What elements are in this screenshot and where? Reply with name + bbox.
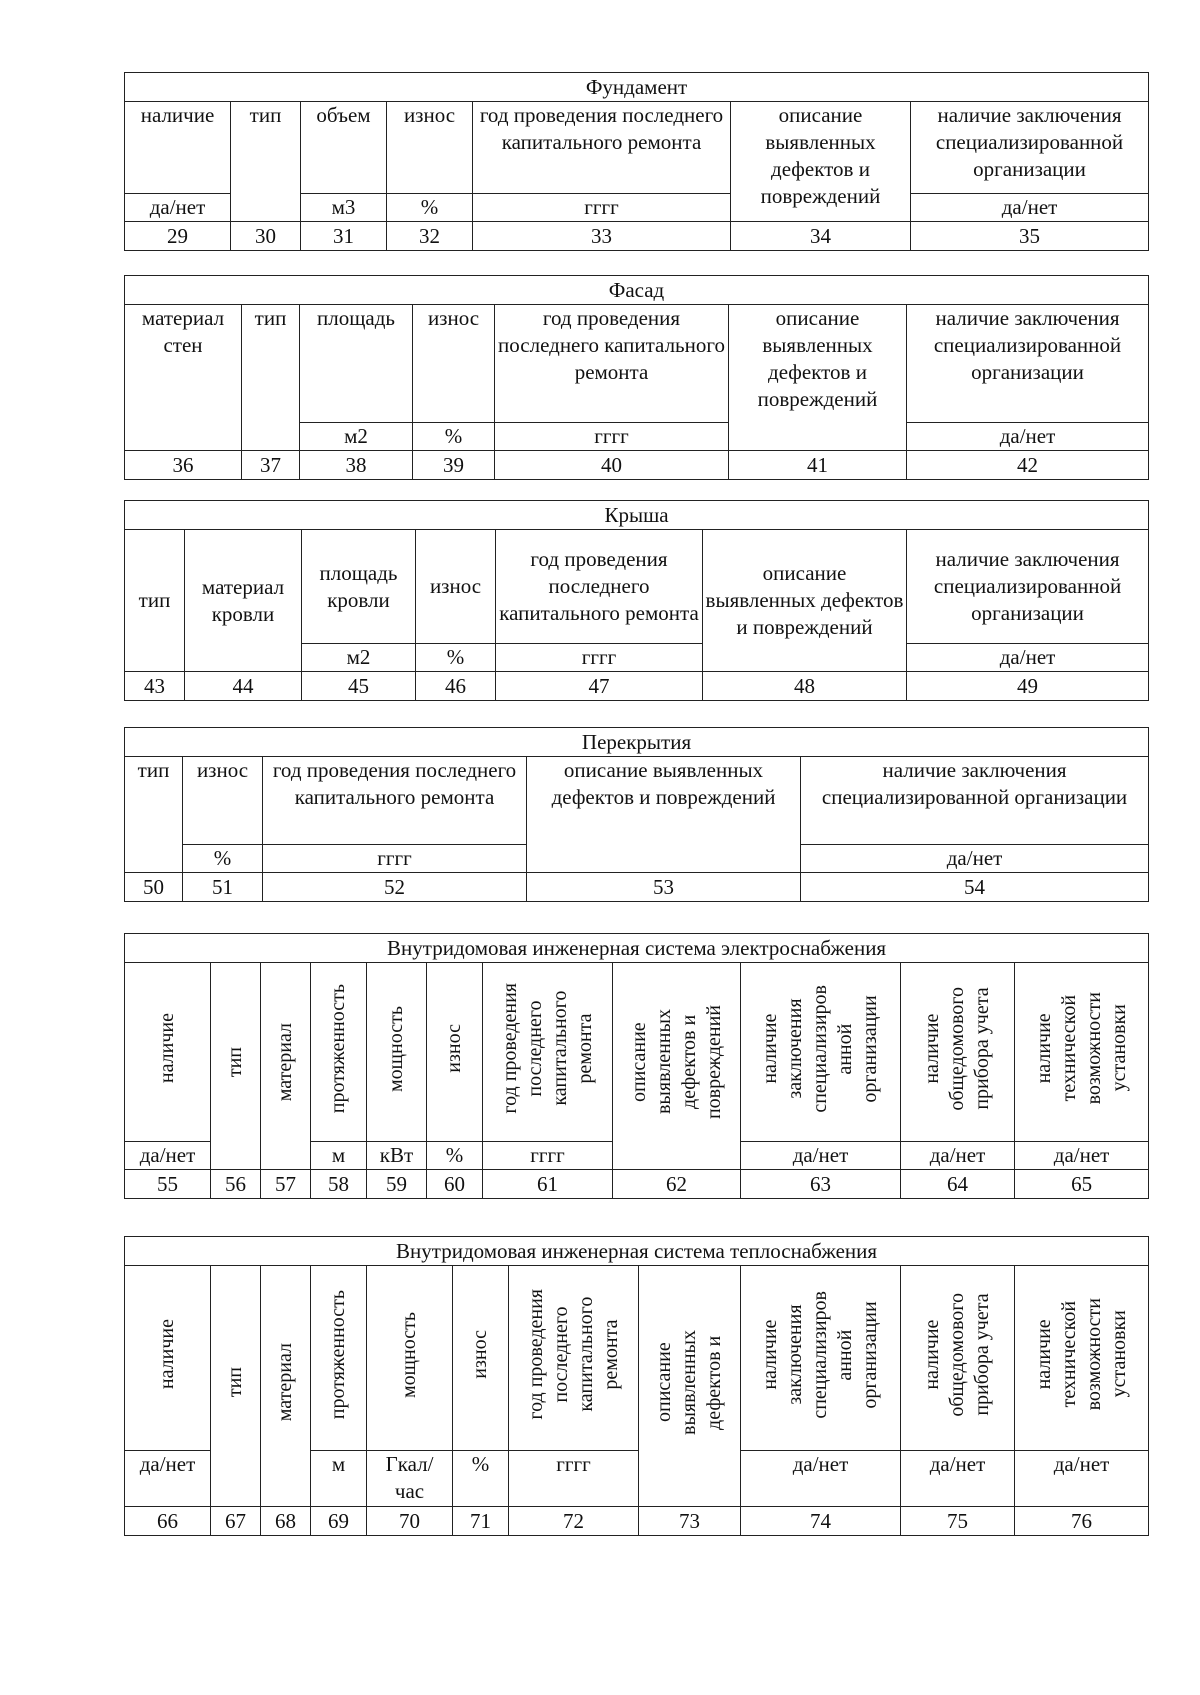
- electric-table: [124, 933, 1149, 1199]
- field-number: 39: [413, 451, 495, 480]
- field-number: 40: [495, 451, 729, 480]
- field-number: 68: [261, 1507, 311, 1536]
- field-number: 71: [453, 1507, 509, 1536]
- field-number: 37: [242, 451, 300, 480]
- field-number: 56: [211, 1170, 261, 1199]
- roof-title: Крыша: [125, 501, 1149, 530]
- header-cell: тип: [211, 963, 261, 1170]
- header-cell: протяженность: [311, 963, 367, 1142]
- field-number: 64: [901, 1170, 1015, 1199]
- unit-cell: м2: [302, 644, 416, 672]
- header-cell: год проведения последнего капитального ремонта: [509, 1266, 639, 1451]
- field-number: 46: [416, 672, 496, 701]
- field-number: 53: [527, 873, 801, 902]
- field-number: 48: [703, 672, 907, 701]
- heating-title: Внутридомовая инженерная система теплоснабжения: [125, 1237, 1149, 1266]
- heating-table: [124, 1236, 1149, 1536]
- header-cell: площадь кровли: [302, 530, 416, 644]
- field-number: 61: [483, 1170, 613, 1199]
- field-number: 67: [211, 1507, 261, 1536]
- unit-cell: м3: [301, 194, 387, 222]
- header-cell: наличие заключения специализиров анной организации: [741, 963, 901, 1142]
- header-cell: материал стен: [125, 305, 242, 451]
- header-cell: описание выявленных дефектов и повреждений: [527, 757, 801, 873]
- unit-cell: да/нет: [741, 1451, 901, 1507]
- header-cell: наличие заключения специализиров анной организации: [741, 1266, 901, 1451]
- field-number: 60: [427, 1170, 483, 1199]
- field-number: 58: [311, 1170, 367, 1199]
- header-cell: мощность: [367, 1266, 453, 1451]
- unit-cell: гггг: [473, 194, 731, 222]
- floors-title: Перекрытия: [125, 728, 1149, 757]
- electric-title: Внутридомовая инженерная система электроснабжения: [125, 934, 1149, 963]
- field-number: 29: [125, 222, 231, 251]
- unit-cell: да/нет: [125, 1142, 211, 1170]
- unit-cell: %: [453, 1451, 509, 1507]
- header-cell: наличие общедомового прибора учета: [901, 1266, 1015, 1451]
- field-number: 44: [185, 672, 302, 701]
- unit-cell: %: [416, 644, 496, 672]
- header-cell: год проведения последнего капитального ремонта: [263, 757, 527, 845]
- header-cell: год проведения последнего капитального ремонта: [496, 530, 703, 644]
- header-cell: наличие технической возможности установки: [1015, 963, 1149, 1142]
- header-cell: год проведения последнего капитального ремонта: [483, 963, 613, 1142]
- header-cell: год проведения последнего капитального ремонта: [495, 305, 729, 423]
- unit-cell: %: [413, 423, 495, 451]
- header-cell: износ: [453, 1266, 509, 1451]
- header-cell: материал: [261, 963, 311, 1170]
- field-number: 34: [731, 222, 911, 251]
- unit-cell: Гкал/ час: [367, 1451, 453, 1507]
- field-number: 33: [473, 222, 731, 251]
- header-cell: наличие: [125, 1266, 211, 1451]
- unit-cell: %: [183, 845, 263, 873]
- field-number: 74: [741, 1507, 901, 1536]
- unit-cell: гггг: [495, 423, 729, 451]
- header-cell: протяженность: [311, 1266, 367, 1451]
- field-number: 66: [125, 1507, 211, 1536]
- header-cell: наличие: [125, 963, 211, 1142]
- header-cell: тип: [242, 305, 300, 451]
- foundation-table: [124, 72, 1149, 251]
- header-cell: износ: [387, 102, 473, 194]
- field-number: 30: [231, 222, 301, 251]
- header-cell: наличие заключения специализированной организации: [907, 530, 1149, 644]
- header-cell: описание выявленных дефектов и: [639, 1266, 741, 1507]
- field-number: 55: [125, 1170, 211, 1199]
- field-number: 51: [183, 873, 263, 902]
- field-number: 31: [301, 222, 387, 251]
- field-number: 36: [125, 451, 242, 480]
- header-cell: износ: [427, 963, 483, 1142]
- unit-cell: %: [427, 1142, 483, 1170]
- field-number: 73: [639, 1507, 741, 1536]
- field-number: 59: [367, 1170, 427, 1199]
- header-cell: наличие заключения специализированной организации: [801, 757, 1149, 845]
- unit-cell: да/нет: [911, 194, 1149, 222]
- field-number: 75: [901, 1507, 1015, 1536]
- header-cell: износ: [416, 530, 496, 644]
- field-number: 43: [125, 672, 185, 701]
- unit-cell: да/нет: [907, 644, 1149, 672]
- header-cell: наличие технической возможности установки: [1015, 1266, 1149, 1451]
- header-cell: описание выявленных дефектов и повреждений: [729, 305, 907, 451]
- header-cell: описание выявленных дефектов и повреждений: [703, 530, 907, 672]
- unit-cell: да/нет: [1015, 1451, 1149, 1507]
- unit-cell: да/нет: [741, 1142, 901, 1170]
- header-cell: наличие заключения специализированной организации: [911, 102, 1149, 194]
- header-cell: материал: [261, 1266, 311, 1507]
- unit-cell: да/нет: [801, 845, 1149, 873]
- field-number: 65: [1015, 1170, 1149, 1199]
- field-number: 70: [367, 1507, 453, 1536]
- unit-cell: да/нет: [125, 1451, 211, 1507]
- unit-cell: м: [311, 1142, 367, 1170]
- unit-cell: да/нет: [1015, 1142, 1149, 1170]
- unit-cell: гггг: [263, 845, 527, 873]
- field-number: 72: [509, 1507, 639, 1536]
- unit-cell: гггг: [483, 1142, 613, 1170]
- header-cell: наличие: [125, 102, 231, 194]
- header-cell: материал кровли: [185, 530, 302, 672]
- unit-cell: гггг: [509, 1451, 639, 1507]
- foundation-title: Фундамент: [125, 73, 1149, 102]
- field-number: 49: [907, 672, 1149, 701]
- field-number: 42: [907, 451, 1149, 480]
- header-cell: тип: [211, 1266, 261, 1507]
- unit-cell: %: [387, 194, 473, 222]
- unit-cell: м2: [300, 423, 413, 451]
- unit-cell: м: [311, 1451, 367, 1507]
- header-cell: площадь: [300, 305, 413, 423]
- field-number: 57: [261, 1170, 311, 1199]
- header-cell: объем: [301, 102, 387, 194]
- header-cell: тип: [125, 530, 185, 672]
- facade-title: Фасад: [125, 276, 1149, 305]
- unit-cell: гггг: [496, 644, 703, 672]
- header-cell: наличие общедомового прибора учета: [901, 963, 1015, 1142]
- field-number: 45: [302, 672, 416, 701]
- field-number: 50: [125, 873, 183, 902]
- header-cell: тип: [231, 102, 301, 222]
- unit-cell: да/нет: [125, 194, 231, 222]
- unit-cell: да/нет: [901, 1142, 1015, 1170]
- field-number: 38: [300, 451, 413, 480]
- field-number: 32: [387, 222, 473, 251]
- header-cell: год проведения последнего капитального ремонта: [473, 102, 731, 194]
- roof-table: [124, 500, 1149, 701]
- header-cell: износ: [183, 757, 263, 845]
- field-number: 35: [911, 222, 1149, 251]
- field-number: 52: [263, 873, 527, 902]
- field-number: 54: [801, 873, 1149, 902]
- field-number: 47: [496, 672, 703, 701]
- field-number: 41: [729, 451, 907, 480]
- facade-table: [124, 275, 1149, 480]
- field-number: 69: [311, 1507, 367, 1536]
- field-number: 62: [613, 1170, 741, 1199]
- header-cell: наличие заключения специализированной организации: [907, 305, 1149, 423]
- field-number: 76: [1015, 1507, 1149, 1536]
- floors-table: [124, 727, 1149, 902]
- header-cell: мощность: [367, 963, 427, 1142]
- unit-cell: да/нет: [901, 1451, 1015, 1507]
- header-cell: описание выявленных дефектов и повреждений: [731, 102, 911, 222]
- header-cell: тип: [125, 757, 183, 873]
- field-number: 63: [741, 1170, 901, 1199]
- unit-cell: да/нет: [907, 423, 1149, 451]
- unit-cell: кВт: [367, 1142, 427, 1170]
- header-cell: износ: [413, 305, 495, 423]
- header-cell: описание выявленных дефектов и повреждений: [613, 963, 741, 1170]
